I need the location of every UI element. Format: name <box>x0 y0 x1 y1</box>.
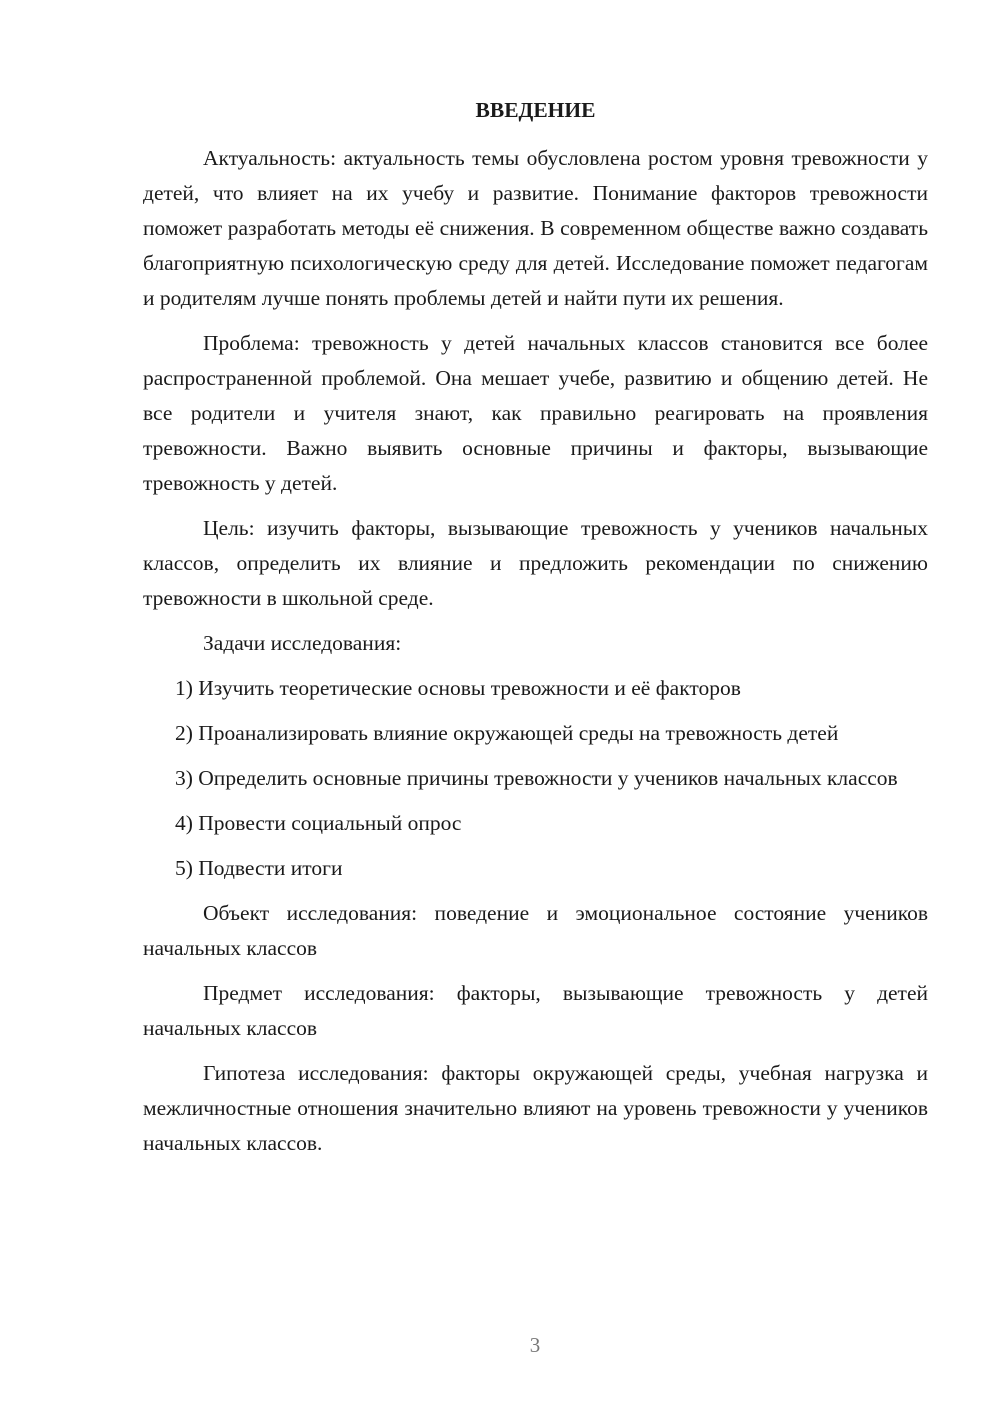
page-title: ВВЕДЕНИЕ <box>475 98 596 122</box>
object-paragraph: Объект исследования: поведение и эмоциональное состояние учеников начальных классов <box>143 901 928 960</box>
goal-paragraph: Цель: изучить факторы, вызывающие тревожность у учеников начальных классов, определить их влияние и предложить рекомендации по снижению тревожности в школьной среде. <box>143 516 928 610</box>
subject-paragraph: Предмет исследования: факторы, вызывающие тревожность у детей начальных классов <box>143 981 928 1040</box>
page-number: 3 <box>529 1333 541 1357</box>
tasks-heading: Задачи исследования: <box>203 631 402 655</box>
task-item: 3) Определить основные причины тревожности у учеников начальных классов <box>175 766 898 790</box>
page-content <box>143 93 928 1161</box>
task-item: 1) Изучить теоретические основы тревожности и её факторов <box>175 676 741 700</box>
relevance-paragraph: Актуальность: актуальность темы обусловлена ростом уровня тревожности у детей, что влияет на их учебу и развитие. Понимание факторов тревожности поможет разработать методы её снижения. В современном обществе важно создавать благоприятную психологическую среду для детей. Исследование поможет педагогам и родителям лучше понять проблемы детей и найти пути их решения. <box>143 146 928 310</box>
task-item: 2) Проанализировать влияние окружающей среды на тревожность детей <box>175 721 839 745</box>
problem-paragraph: Проблема: тревожность у детей начальных классов становится все более распространенной проблемой. Она мешает учебе, развитию и общению детей. Не все родители и учителя знают, как правильно реагировать на проявления тревожности. Важно выявить основные причины и факторы, вызывающие тревожность у детей. <box>143 331 928 495</box>
task-item: 5) Подвести итоги <box>175 856 343 880</box>
hypothesis-paragraph: Гипотеза исследования: факторы окружающей среды, учебная нагрузка и межличностные отношения значительно влияют на уровень тревожности у учеников начальных классов. <box>143 1061 928 1155</box>
task-item: 4) Провести социальный опрос <box>175 811 462 835</box>
